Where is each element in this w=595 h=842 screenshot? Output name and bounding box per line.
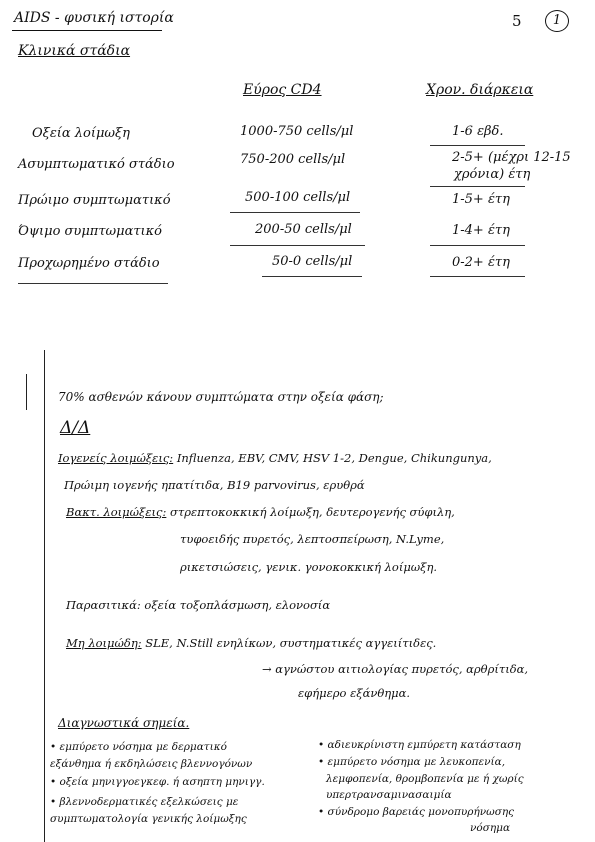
diag-left-item: • εμπύρετο νόσημα με δερματικό <box>50 741 227 753</box>
diag-right-item: • εμπύρετο νόσημα με λευκοπενία, <box>318 756 506 768</box>
col-header-cd4: Εύρος CD4 <box>243 82 322 98</box>
row-underline <box>18 283 168 284</box>
diag-right-item: υπερτρανσαμινασαιμία <box>326 789 452 801</box>
duration: 0-2+ έτη <box>452 255 510 270</box>
parasitic-label: Παρασιτικά: <box>66 598 141 612</box>
stage-name: Ασυμπτωματικό στάδιο <box>18 157 175 172</box>
bacterial-infections-line-3: ρικετσιώσεις, γενικ. γονοκοκκική λοίμωξη. <box>180 560 438 574</box>
row-underline <box>430 245 525 246</box>
diag-right-item: νόσημα <box>470 822 511 834</box>
diag-right-item: λεμφοπενία, θρομβοπενία με ή χωρίς <box>326 773 524 785</box>
viral-label: Ιογενείς λοιμώξεις: <box>58 451 174 465</box>
diag-left-item: εξάνθημα ή εκδηλώσεις βλεννογόνων <box>50 758 253 770</box>
duration: 1-4+ έτη <box>452 223 510 238</box>
circled-number: 1 <box>545 10 569 32</box>
bacterial-label: Βακτ. λοιμώξεις: <box>66 505 167 519</box>
cd4-range: 50-0 cells/μl <box>272 254 353 269</box>
noninfectious-line <box>66 636 436 650</box>
margin-line <box>44 350 45 842</box>
row-underline <box>230 245 365 246</box>
cd4-range: 750-200 cells/μl <box>240 152 346 167</box>
row-underline <box>430 186 525 187</box>
stage-name: Πρώιμο συμπτωματικό <box>18 193 171 208</box>
margin-bracket <box>26 374 27 410</box>
col-header-duration: Χρον. διάρκεια <box>426 82 534 98</box>
cd4-range: 1000-750 cells/μl <box>240 124 354 139</box>
dd-heading: Δ/Δ <box>60 418 91 438</box>
duration: 2-5+ (μέχρι 12-15 <box>452 150 571 165</box>
stage-name: Προχωρημένο στάδιο <box>18 256 160 271</box>
diag-left-item: συμπτωματολογία γενικής λοίμωξης <box>50 813 247 825</box>
diagnostic-heading: Διαγνωστικά σημεία. <box>58 716 190 730</box>
stage-name: Οξεία λοίμωξη <box>32 126 130 141</box>
parasitic-text: οξεία τοξοπλάσμωση, ελονοσία <box>140 598 331 612</box>
page-title: AIDS - φυσική ιστορία <box>14 10 174 26</box>
diag-right-item: • αδιευκρίνιστη εμπύρετη κατάσταση <box>318 739 521 751</box>
title-underline <box>12 30 162 31</box>
duration-continued: χρόνια) έτη <box>454 167 531 182</box>
row-underline <box>230 212 360 213</box>
acute-phase-question: 70% ασθενών κάνουν συμπτώματα στην οξεία φάση; <box>58 390 384 404</box>
duration: 1-6 εβδ. <box>452 124 504 139</box>
stages-heading: Κλινικά στάδια <box>18 43 131 59</box>
page-number: 5 <box>512 12 522 30</box>
bacterial-text: στρεπτοκοκκική λοίμωξη, δευτερογενής σύφιλη, <box>166 505 455 519</box>
viral-infections-line <box>58 451 492 465</box>
bacterial-infections-line-2: τυφοειδής πυρετός, λεπτοσπείρωση, N.Lyme, <box>180 532 445 546</box>
noninfectious-text: SLE, N.Still ενηλίκων, συστηματικές αγγειίτιδες. <box>141 636 437 650</box>
duration: 1-5+ έτη <box>452 192 510 207</box>
row-underline <box>262 276 362 277</box>
noninfectious-sub-2: εφήμερο εξάνθημα. <box>298 686 411 700</box>
bacterial-infections-line <box>66 505 455 519</box>
viral-text: Influenza, EBV, CMV, HSV 1-2, Dengue, Chikungunya, <box>173 451 492 465</box>
parasitic-line <box>66 598 330 612</box>
viral-infections-line-2: Πρώιμη ιογενής ηπατίτιδα, B19 parvovirus, ερυθρά <box>64 478 365 492</box>
cd4-range: 500-100 cells/μl <box>245 190 351 205</box>
row-underline <box>430 145 525 146</box>
diag-right-item: • σύνδρομο βαρειάς μονοπυρήνωσης <box>318 806 515 818</box>
diag-left-item: • οξεία μηνιγγοεγκεφ. ή ασηπτη μηνιγγ. <box>50 776 265 788</box>
noninfectious-label: Μη λοιμώδη: <box>66 636 142 650</box>
stage-name: Όψιμο συμπτωματικό <box>18 224 162 239</box>
noninfectious-sub: → αγνώστου αιτιολογίας πυρετός, αρθρίτιδα, <box>262 662 529 676</box>
diag-left-item: • βλεννοδερματικές εξελκώσεις με <box>50 796 239 808</box>
cd4-range: 200-50 cells/μl <box>255 222 352 237</box>
row-underline <box>430 276 525 277</box>
